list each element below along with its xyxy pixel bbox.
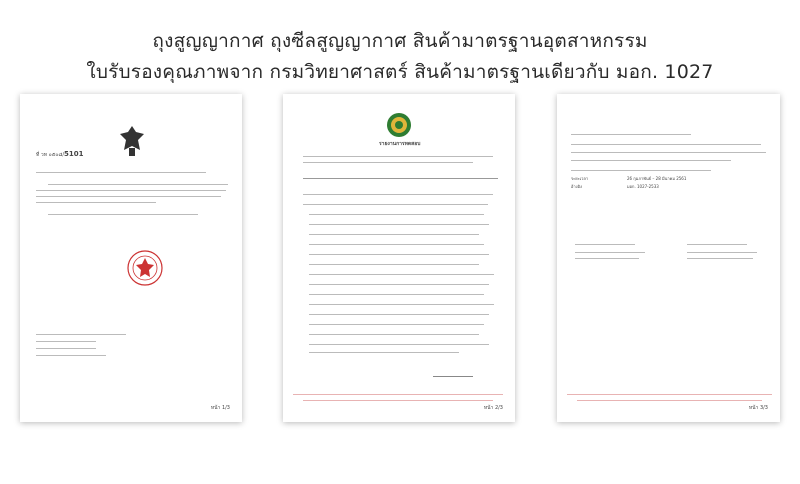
- certificate-page-1: ที่ วท ๐๕๐๘/5101 หน้า 1/3: [20, 94, 242, 422]
- garuda-emblem-icon: [118, 124, 146, 158]
- headline-line-1: ถุงสูญญากาศ ถุงซีลสูญญากาศ สินค้ามาตรฐานอุตสาหกรรม: [152, 30, 648, 52]
- headline-line-2: ใบรับรองคุณภาพจาก กรมวิทยาศาสตร์ สินค้ามาตรฐานเดียวกับ มอก. 1027: [86, 61, 714, 83]
- page-number-2: หน้า 2/3: [483, 405, 503, 411]
- department-logo-icon: [386, 112, 412, 138]
- certificate-page-2: [283, 94, 515, 422]
- page-number-1: หน้า 1/3: [210, 405, 230, 411]
- red-seal-icon: [126, 249, 164, 287]
- standard-reference: มอก. 1027-2533: [627, 184, 659, 189]
- certificate-page-3: ระยะเวลา 26 กุมภาพันธ์ – 28 มีนาคม 2561 อ้างอิง มอก. 1027-2533 หน้า 3/3: [557, 94, 780, 422]
- test-period: 26 กุมภาพันธ์ – 28 มีนาคม 2561: [627, 176, 687, 181]
- page-number-3: หน้า 3/3: [748, 405, 768, 411]
- report-title: รายงานการทดสอบ: [379, 141, 421, 147]
- letter-number: 5101: [64, 150, 84, 158]
